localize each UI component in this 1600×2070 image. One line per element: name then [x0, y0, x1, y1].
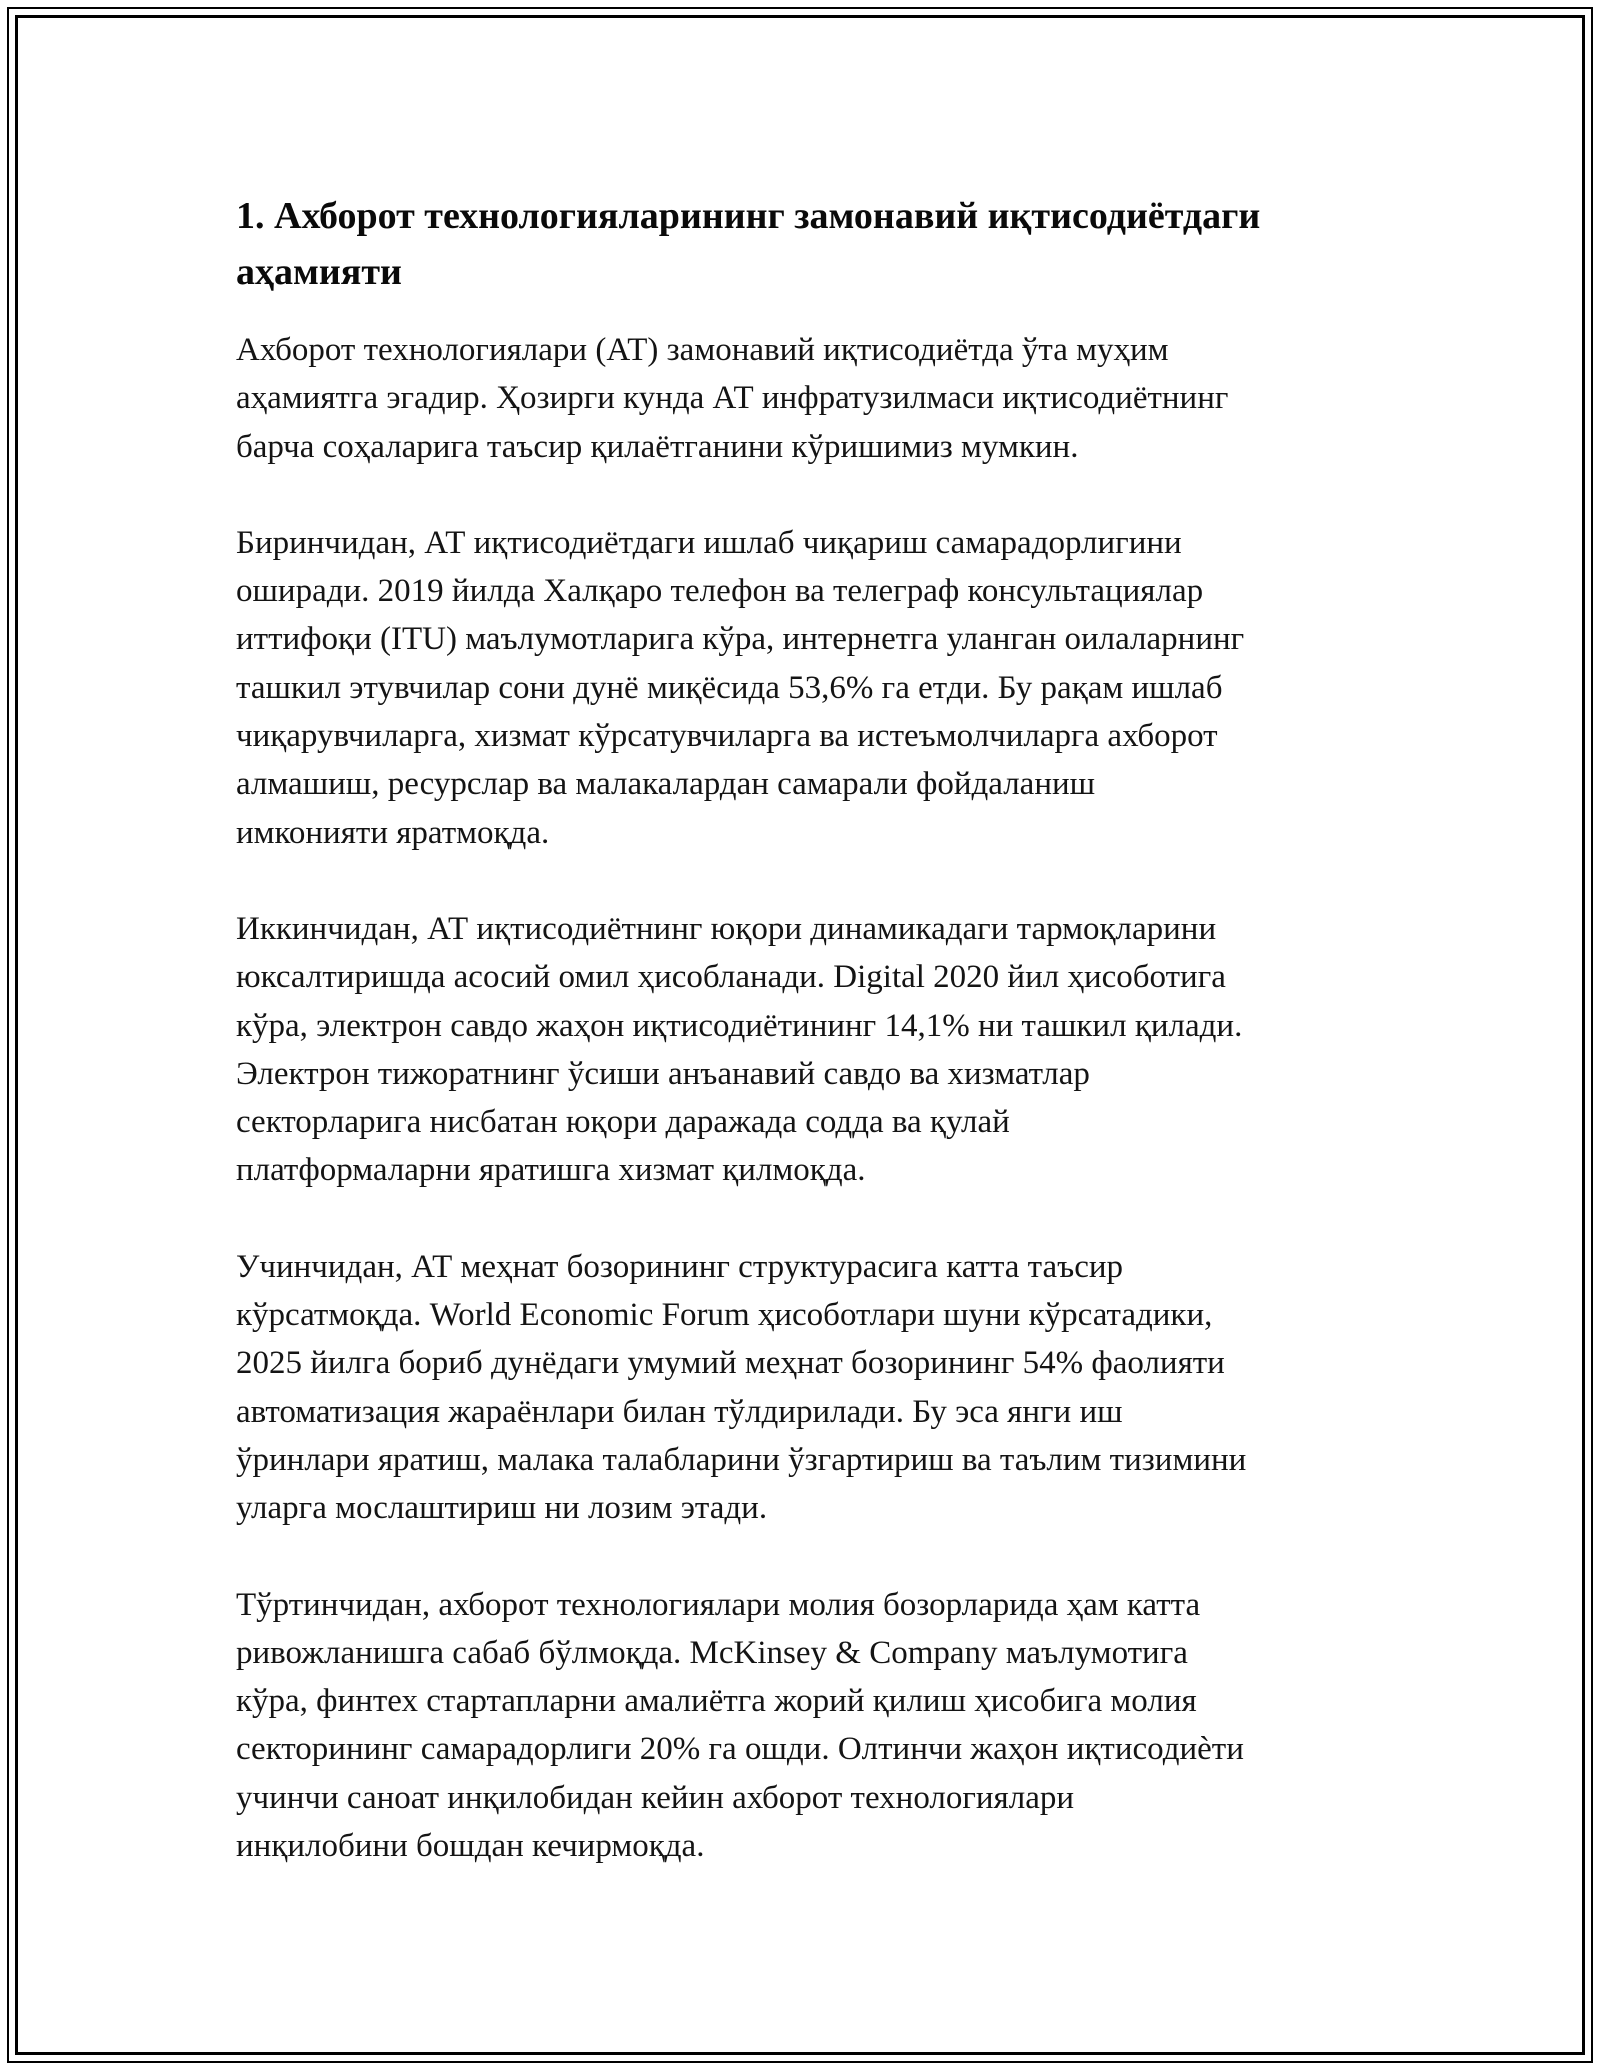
section-heading: 1. Ахборот технологияларининг замонавий иқтисодиётдаги аҳамияти: [236, 195, 1261, 293]
document-body: [236, 188, 1376, 1918]
paragraph-fourth: Тўртинчидан, ахборот технологиялари молия бозорларида ҳам катта ривожланишга сабаб бўлмоқда. McKinsey & Company маълумотига кўра, финтех стартапларни амалиётга жорий қилиш ҳисобига молия секторининг самарадорлиги 20% га ошди. Олтинчи жаҳон иқтисодиѐти учинчи саноат инқилобидан кейин ахборот технологиялари инқилобини бошдан кечирмоқда.: [236, 1586, 1244, 1865]
paragraph-intro: Ахборот технологиялари (АТ) замонавий иқтисодиётда ўта муҳим аҳамиятга эгадир. Ҳозирги кунда АТ инфратузилмаси иқтисодиётнинг барча соҳаларига таъсир қилаётганини кўришимиз мумкин.: [236, 332, 1229, 465]
paragraph-second: Иккинчидан, АТ иқтисодиётнинг юқори динамикадаги тармоқларини юксалтиришда асосий омил ҳисобланади. Digital 2020 йил ҳисоботига кўра, электрон савдо жаҳон иқтисодиётининг 14,1% ни ташкил қилади. Электрон тижоратнинг ўсиши анъанавий савдо ва хизматлар секторларига нисбатан юқори даражада содда ва қулай платформаларни яратишга хизмат қилмоқда.: [236, 910, 1243, 1189]
paragraph-first: Биринчидан, АТ иқтисодиётдаги ишлаб чиқариш самарадорлигини оширади. 2019 йилда Халқаро телефон ва телеграф консультациялар иттифоқи (ITU) маълумотларига кўра, интернетга уланган оилаларнинг ташкил этувчилар сони дунё миқёсида 53,6% га етди. Бу рақам ишлаб чиқарувчиларга, хизмат кўрсатувчиларга ва истеъмолчиларга ахборот алмашиш, ресурслар ва малакалардан самарали фойдаланиш имконияти яратмоқда.: [236, 524, 1245, 851]
paragraph-third: Учинчидан, АТ меҳнат бозорининг структурасига катта таъсир кўрсатмоқда. World Economic Forum ҳисоботлари шуни кўрсатадики, 2025 йилга бориб дунёдаги умумий меҳнат бозорининг 54% фаолияти автоматизация жараёнлари билан тўлдирилади. Бу эса янги иш ўринлари яратиш, малака талабларини ўзгартириш ва таълим тизимини уларга мослаштириш ни лозим этади.: [236, 1248, 1247, 1527]
